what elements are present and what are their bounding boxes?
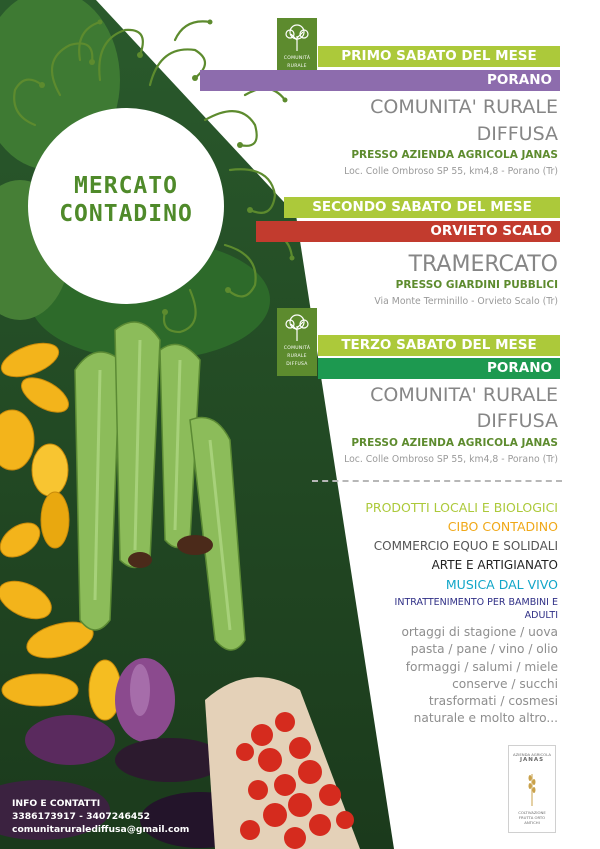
dashed-divider <box>312 480 562 482</box>
poster-title-line2: CONTADINO <box>59 201 193 227</box>
event1-town: PORANO <box>200 70 560 91</box>
janas-line5: ANTICHI <box>524 820 540 825</box>
products-line: pasta / pane / vino / olio <box>410 642 558 657</box>
event3-when: TERZO SABATO DEL MESE <box>318 335 560 356</box>
feature-cibo: CIBO CONTADINO <box>447 519 558 534</box>
event1-org-line2: DIFFUSA <box>476 123 558 145</box>
logo-line2: RURALE <box>287 64 307 69</box>
feature-intrattenimento <box>355 596 558 622</box>
event2-town: ORVIETO SCALO <box>256 221 560 242</box>
poster-title-line1: MERCATO <box>74 173 178 199</box>
products-list <box>328 624 558 728</box>
feature-arte: ARTE E ARTIGIANATO <box>431 558 558 572</box>
janas-line3: COLTIVAZIONE <box>518 810 546 815</box>
event1-venue: PRESSO AZIENDA AGRICOLA JANAS <box>351 149 558 161</box>
janas-line1: AZIENDA AGRICOLA <box>513 752 551 757</box>
janas-logo <box>508 745 556 833</box>
feature-intrattenimento-line2: ADULTI <box>524 610 558 621</box>
event1-address: Loc. Colle Ombroso SP 55, km4,8 - Porano (Tr) <box>344 166 558 177</box>
logo2-line1: COMUNITÀ <box>283 346 311 351</box>
event2-venue: PRESSO GIARDINI PUBBLICI <box>395 279 558 291</box>
comunita-rurale-logo-2 <box>277 308 317 376</box>
janas-line4: FRUTTA ORTO <box>518 815 546 820</box>
logo-line1: COMUNITÀ <box>283 56 311 61</box>
feature-intrattenimento-line1: INTRATTENIMENTO PER BAMBINI E <box>394 597 558 608</box>
products-line: ortaggi di stagione / uova <box>401 625 558 639</box>
janas-line2: JANAS <box>519 757 545 763</box>
logo2-line2: RURALE <box>287 354 307 359</box>
products-line: formaggi / salumi / miele <box>405 659 558 674</box>
event2-address: Via Monte Terminillo - Orvieto Scalo (Tr) <box>374 296 558 307</box>
logo2-line3: DIFFUSA <box>286 362 308 367</box>
products-line: trasformati / cosmesi <box>428 694 558 709</box>
feature-local-products: PRODOTTI LOCALI E BIOLOGICI <box>365 500 558 515</box>
event1-when: PRIMO SABATO DEL MESE <box>318 46 560 67</box>
event2-org: TRAMERCATO <box>408 252 558 277</box>
event3-org-line1: COMUNITA' RURALE <box>370 384 558 406</box>
event2-when: SECONDO SABATO DEL MESE <box>284 197 560 218</box>
title-badge <box>28 108 224 304</box>
feature-musica: MUSICA DAL VIVO <box>445 577 558 592</box>
tree-icon <box>283 312 311 342</box>
products-line: conserve / succhi <box>452 676 558 691</box>
feature-commercio: COMMERCIO EQUO E SOLIDALI <box>373 539 558 553</box>
event3-address: Loc. Colle Ombroso SP 55, km4,8 - Porano (Tr) <box>344 454 558 465</box>
event1-org-line1: COMUNITA' RURALE <box>370 96 558 118</box>
event3-org-line2: DIFFUSA <box>476 410 558 432</box>
products-line: naturale e molto altro... <box>413 711 558 726</box>
wheat-icon <box>527 770 537 806</box>
contact-email[interactable]: comunitaruralediffusa@gmail.com <box>12 824 190 835</box>
tree-icon <box>283 22 311 52</box>
event3-venue: PRESSO AZIENDA AGRICOLA JANAS <box>351 437 558 449</box>
event3-town: PORANO <box>318 358 560 379</box>
contact-info <box>12 797 189 836</box>
contact-phones[interactable]: 3386173917 - 3407246452 <box>12 811 151 822</box>
contact-heading: INFO E CONTATTI <box>12 798 101 809</box>
